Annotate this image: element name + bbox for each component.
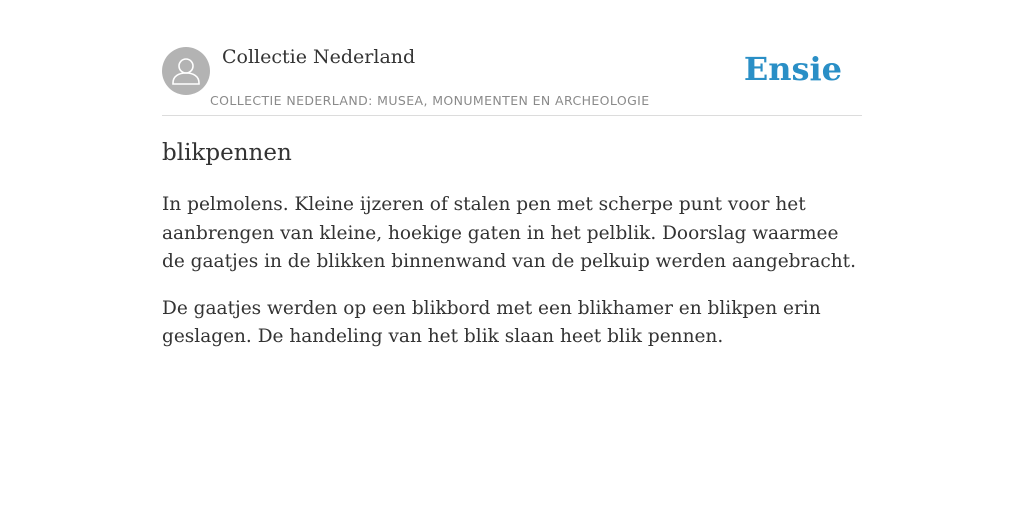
definition-body [162, 191, 862, 352]
source-subtitle: COLLECTIE NEDERLAND: MUSEA, MONUMENTEN EN ARCHEOLOGIE [210, 93, 650, 108]
definition-paragraph: In pelmolens. Kleine ijzeren of stalen pen met scherpe punt voor het aanbrengen van kleine, hoekige gaten in het pelblik. Doorslag waarmee de gaatjes in de blikken binnenwand van de pelkuip werden aangebracht. [162, 194, 856, 272]
entry-header [162, 40, 862, 116]
term-title: blikpennen [162, 140, 292, 166]
definition-paragraph: De gaatjes werden op een blikbord met een blikhamer en blikpen erin geslagen. De handeling van het blik slaan heet blik pennen. [162, 297, 821, 347]
user-avatar-icon[interactable] [162, 47, 210, 95]
author-link[interactable]: Collectie Nederland [222, 46, 416, 68]
ensie-logo[interactable]: Ensie [743, 50, 842, 88]
entry-card [162, 40, 862, 370]
